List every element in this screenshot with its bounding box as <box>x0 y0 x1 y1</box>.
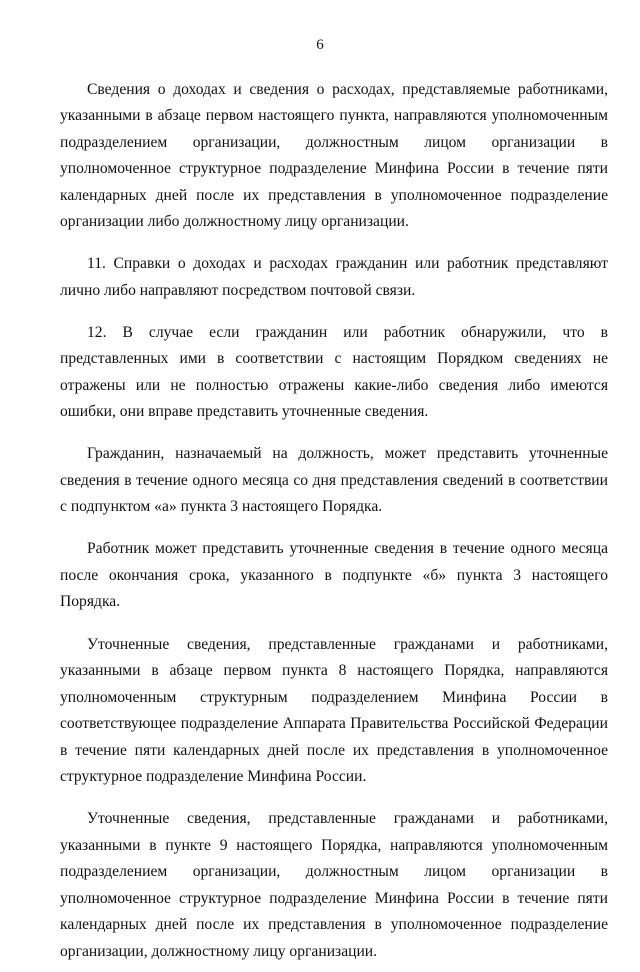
page-number: 6 <box>316 37 324 53</box>
paragraph-1: Сведения о доходах и сведения о расходах, представляемые работниками, указанными в абзаце первом настоящего пункта, направляются уполномоченным подразделением организации, должностным лицом организации в уполномоченное структурное подразделение Минфина России в течение пяти календарных дней после их представления в уполномоченное подразделение организации либо должностному лицу организации. <box>60 80 608 231</box>
paragraph-7: Уточненные сведения, представленные гражданами и работниками, указанными в пункте 9 настоящего Порядка, направляются уполномоченным подразделением организации, должностным лицом организации в уполномоченное структурное подразделение Минфина России в течение пяти календарных дней после их представления в уполномоченное подразделение организации, должностному лицу организации. <box>60 810 608 960</box>
paragraph-4: Гражданин, назначаемый на должность, может представить уточненные сведения в течение одного месяца со дня представления сведений в соответствии с подпунктом «а» пункта 3 настоящего Порядка. <box>60 445 608 516</box>
paragraph-3: 12. В случае если гражданин или работник обнаружили, что в представленных ими в соответствии с настоящим Порядком сведениях не отражены или не полностью отражены какие-либо сведения либо имеются ошибки, они вправе представить уточненные сведения. <box>60 323 608 421</box>
paragraph-5: Работник может представить уточненные сведения в течение одного месяца после окончания срока, указанного в подпункте «б» пункта 3 настоящего Порядка. <box>60 540 608 611</box>
paragraph-2: 11. Справки о доходах и расходах гражданин или работник представляют лично либо направляют посредством почтовой связи. <box>60 255 608 299</box>
document-body <box>60 61 608 972</box>
paragraph-6: Уточненные сведения, представленные гражданами и работниками, указанными в абзаце первом пункта 8 настоящего Порядка, направляются уполномоченным структурным подразделением Минфина России в соответствующее подразделение Аппарата Правительства Российской Федерации в течение пяти календарных дней после их представления в уполномоченное структурное подразделение Минфина России. <box>60 635 608 786</box>
